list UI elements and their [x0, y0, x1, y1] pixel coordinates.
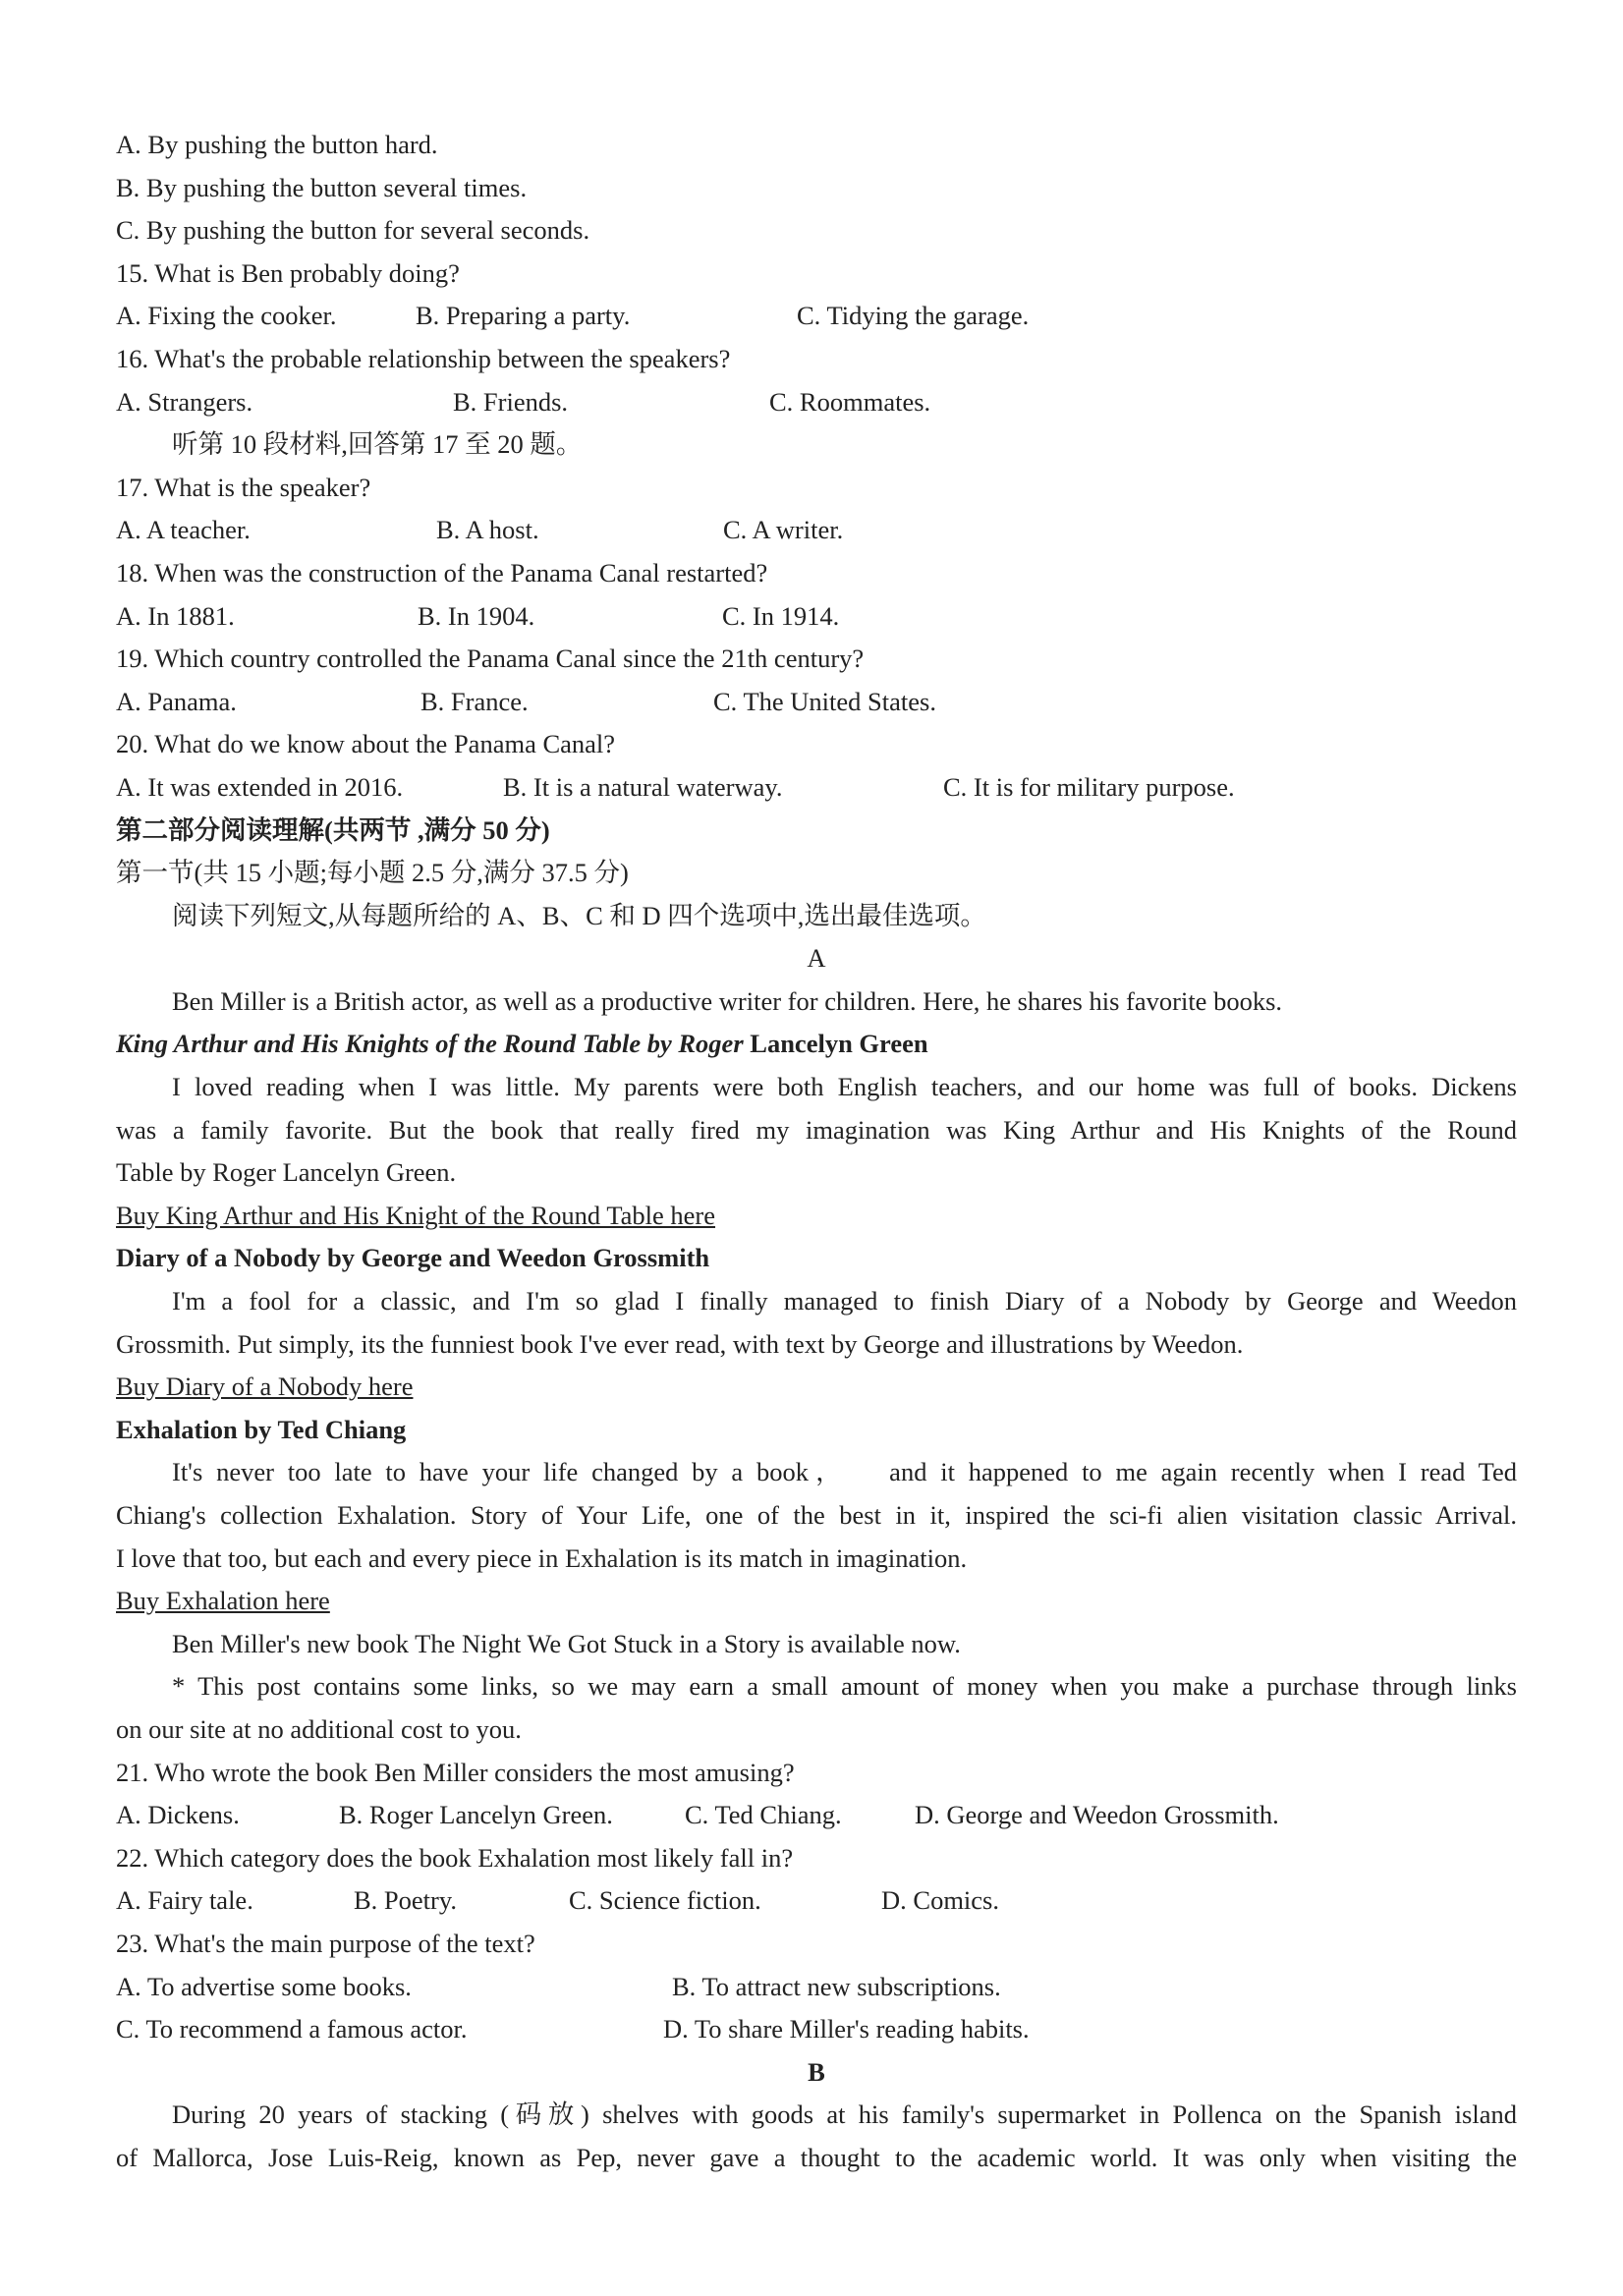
q16-option-a: A. Strangers.	[116, 386, 253, 417]
book3-text-line: I love that too, but each and every piece in Exhalation is its match in imagination.	[116, 1542, 968, 1573]
passage-a-closing: Ben Miller's new book The Night We Got Stuck in a Story is available now.	[172, 1628, 961, 1658]
q19-option-b: B. France.	[420, 686, 529, 716]
q18-question: 18. When was the construction of the Panama Canal restarted?	[116, 557, 768, 588]
part2-title: 第二部分阅读理解(共两节 ,满分 50 分)	[116, 814, 550, 845]
q21-option-a: A. Dickens.	[116, 1800, 240, 1830]
passage-a-note-line: * This post contains some links, so we may earn a small amount of money when you make a purchase through links	[172, 1671, 1517, 1702]
q16-option-c: C. Roommates.	[769, 386, 931, 417]
passage-b-line: of Mallorca, Jose Luis-Reig, known as Pep, never gave a thought to the academic world. It was only when visiting the	[116, 2142, 1517, 2172]
passage-a-note-line: on our site at no additional cost to you.	[116, 1713, 522, 1744]
q15-options	[116, 295, 1517, 338]
book1-text-line: was a family favorite. But the book that really fired my imagination was King Arthur and His Knights of the Round	[116, 1114, 1517, 1145]
book2-text-line: Grossmith. Put simply, its the funniest book I've ever read, with text by George and illustrations by Weedon.	[116, 1328, 1244, 1359]
q18-option-b: B. In 1904.	[418, 600, 535, 631]
passage-a-intro: Ben Miller is a British actor, as well as a productive writer for children. Here, he shares his favorite books.	[172, 985, 1283, 1016]
q19-options	[116, 681, 1517, 724]
q18-options	[116, 595, 1517, 639]
q22-option-c: C. Science fiction.	[569, 1885, 761, 1916]
q14-option-c: C. By pushing the button for several seconds.	[116, 215, 590, 246]
book3-buy-link[interactable]: Buy Exhalation here	[116, 1586, 330, 1616]
q23-option-b: B. To attract new subscriptions.	[672, 1971, 1001, 2001]
q23-option-a: A. To advertise some books.	[116, 1971, 412, 2001]
q20-option-b: B. It is a natural waterway.	[503, 771, 783, 802]
book1-buy-link[interactable]: Buy King Arthur and His Knight of the Round Table here	[116, 1200, 716, 1230]
q14-option-a: A. By pushing the button hard.	[116, 130, 438, 159]
reading-instruction: 阅读下列短文,从每题所给的 A、B、C 和 D 四个选项中,选出最佳选项。	[172, 900, 986, 930]
q19-option-c: C. The United States.	[713, 686, 936, 716]
book2-title: Diary of a Nobody by George and Weedon Grossmith	[116, 1243, 710, 1273]
q23-option-c: C. To recommend a famous actor.	[116, 2014, 468, 2044]
book2-buy-link[interactable]: Buy Diary of a Nobody here	[116, 1372, 414, 1402]
q17-option-a: A. A teacher.	[116, 515, 251, 545]
q21-option-b: B. Roger Lancelyn Green.	[339, 1800, 613, 1830]
book3-text-line: It's never too late to have your life changed by a book， and it happened to me again recently when I read Ted	[172, 1457, 1517, 1487]
q20-option-c: C. It is for military purpose.	[943, 771, 1235, 802]
q22-option-b: B. Poetry.	[354, 1885, 458, 1916]
q20-options	[116, 766, 1517, 810]
book3-text-line: Chiang's collection Exhalation. Story of Your Life, one of the best in it, inspired the sci-fi alien visitation classic Arrival.	[116, 1500, 1517, 1530]
q15-option-a: A. Fixing the cooker.	[116, 301, 337, 331]
book2-buy-line	[116, 1366, 1517, 1409]
q20-question: 20. What do we know about the Panama Canal?	[116, 729, 616, 759]
q19-question: 19. Which country controlled the Panama Canal since the 21th century?	[116, 644, 865, 674]
q22-option-a: A. Fairy tale.	[116, 1885, 253, 1916]
q15-option-c: C. Tidying the garage.	[797, 301, 1030, 331]
q16-options	[116, 381, 1517, 424]
q23-options-cd	[116, 2008, 1517, 2051]
q17-option-c: C. A writer.	[723, 515, 844, 545]
q14-option-b: B. By pushing the button several times.	[116, 172, 528, 202]
passage-a-label: A	[807, 943, 826, 974]
q17-options	[116, 509, 1517, 552]
q21-options	[116, 1794, 1517, 1837]
book1-title	[116, 1023, 1517, 1066]
book3-buy-line	[116, 1580, 1517, 1623]
q16-option-b: B. Friends.	[453, 386, 569, 417]
q20-option-a: A. It was extended in 2016.	[116, 771, 404, 802]
q21-option-c: C. Ted Chiang.	[685, 1800, 842, 1830]
book1-buy-line	[116, 1195, 1517, 1238]
q21-question: 21. Who wrote the book Ben Miller considers the most amusing?	[116, 1757, 795, 1787]
book3-title: Exhalation by Ted Chiang	[116, 1414, 407, 1444]
passage-b-label: B	[808, 2056, 825, 2087]
q15-option-b: B. Preparing a party.	[416, 301, 631, 331]
q16-question: 16. What's the probable relationship between the speakers?	[116, 343, 731, 373]
book1-text-line: I loved reading when I was little. My parents were both English teachers, and our home was full of books. Dickens	[172, 1072, 1517, 1102]
book1-title-rest: Lancelyn Green	[743, 1029, 928, 1059]
passage-b-line: During 20 years of stacking (码放) shelves with goods at his family's supermarket in Pollenca on the Spanish island	[172, 2100, 1517, 2130]
q23-options-ab	[116, 1966, 1517, 2009]
q23-option-d: D. To share Miller's reading habits.	[663, 2014, 1030, 2044]
section1-title: 第一节(共 15 小题;每小题 2.5 分,满分 37.5 分)	[116, 858, 629, 888]
book1-text-line: Table by Roger Lancelyn Green.	[116, 1157, 457, 1188]
q19-option-a: A. Panama.	[116, 686, 237, 716]
q22-question: 22. Which category does the book Exhalation most likely fall in?	[116, 1842, 794, 1873]
q17-question: 17. What is the speaker?	[116, 472, 371, 502]
book2-text-line: I'm a fool for a classic, and I'm so glad I finally managed to finish Diary of a Nobody by George and Weedon	[172, 1286, 1517, 1316]
q23-question: 23. What's the main purpose of the text?	[116, 1928, 535, 1958]
book1-title-italic: King Arthur and His Knights of the Round Table by Roger	[116, 1029, 744, 1059]
q18-option-c: C. In 1914.	[722, 600, 840, 631]
q21-option-d: D. George and Weedon Grossmith.	[915, 1800, 1279, 1830]
q18-option-a: A. In 1881.	[116, 600, 235, 631]
section10-instruction: 听第 10 段材料,回答第 17 至 20 题。	[172, 429, 583, 460]
q22-options	[116, 1879, 1517, 1923]
q15-question: 15. What is Ben probably doing?	[116, 257, 460, 288]
q17-option-b: B. A host.	[436, 515, 539, 545]
q22-option-d: D. Comics.	[881, 1885, 999, 1916]
